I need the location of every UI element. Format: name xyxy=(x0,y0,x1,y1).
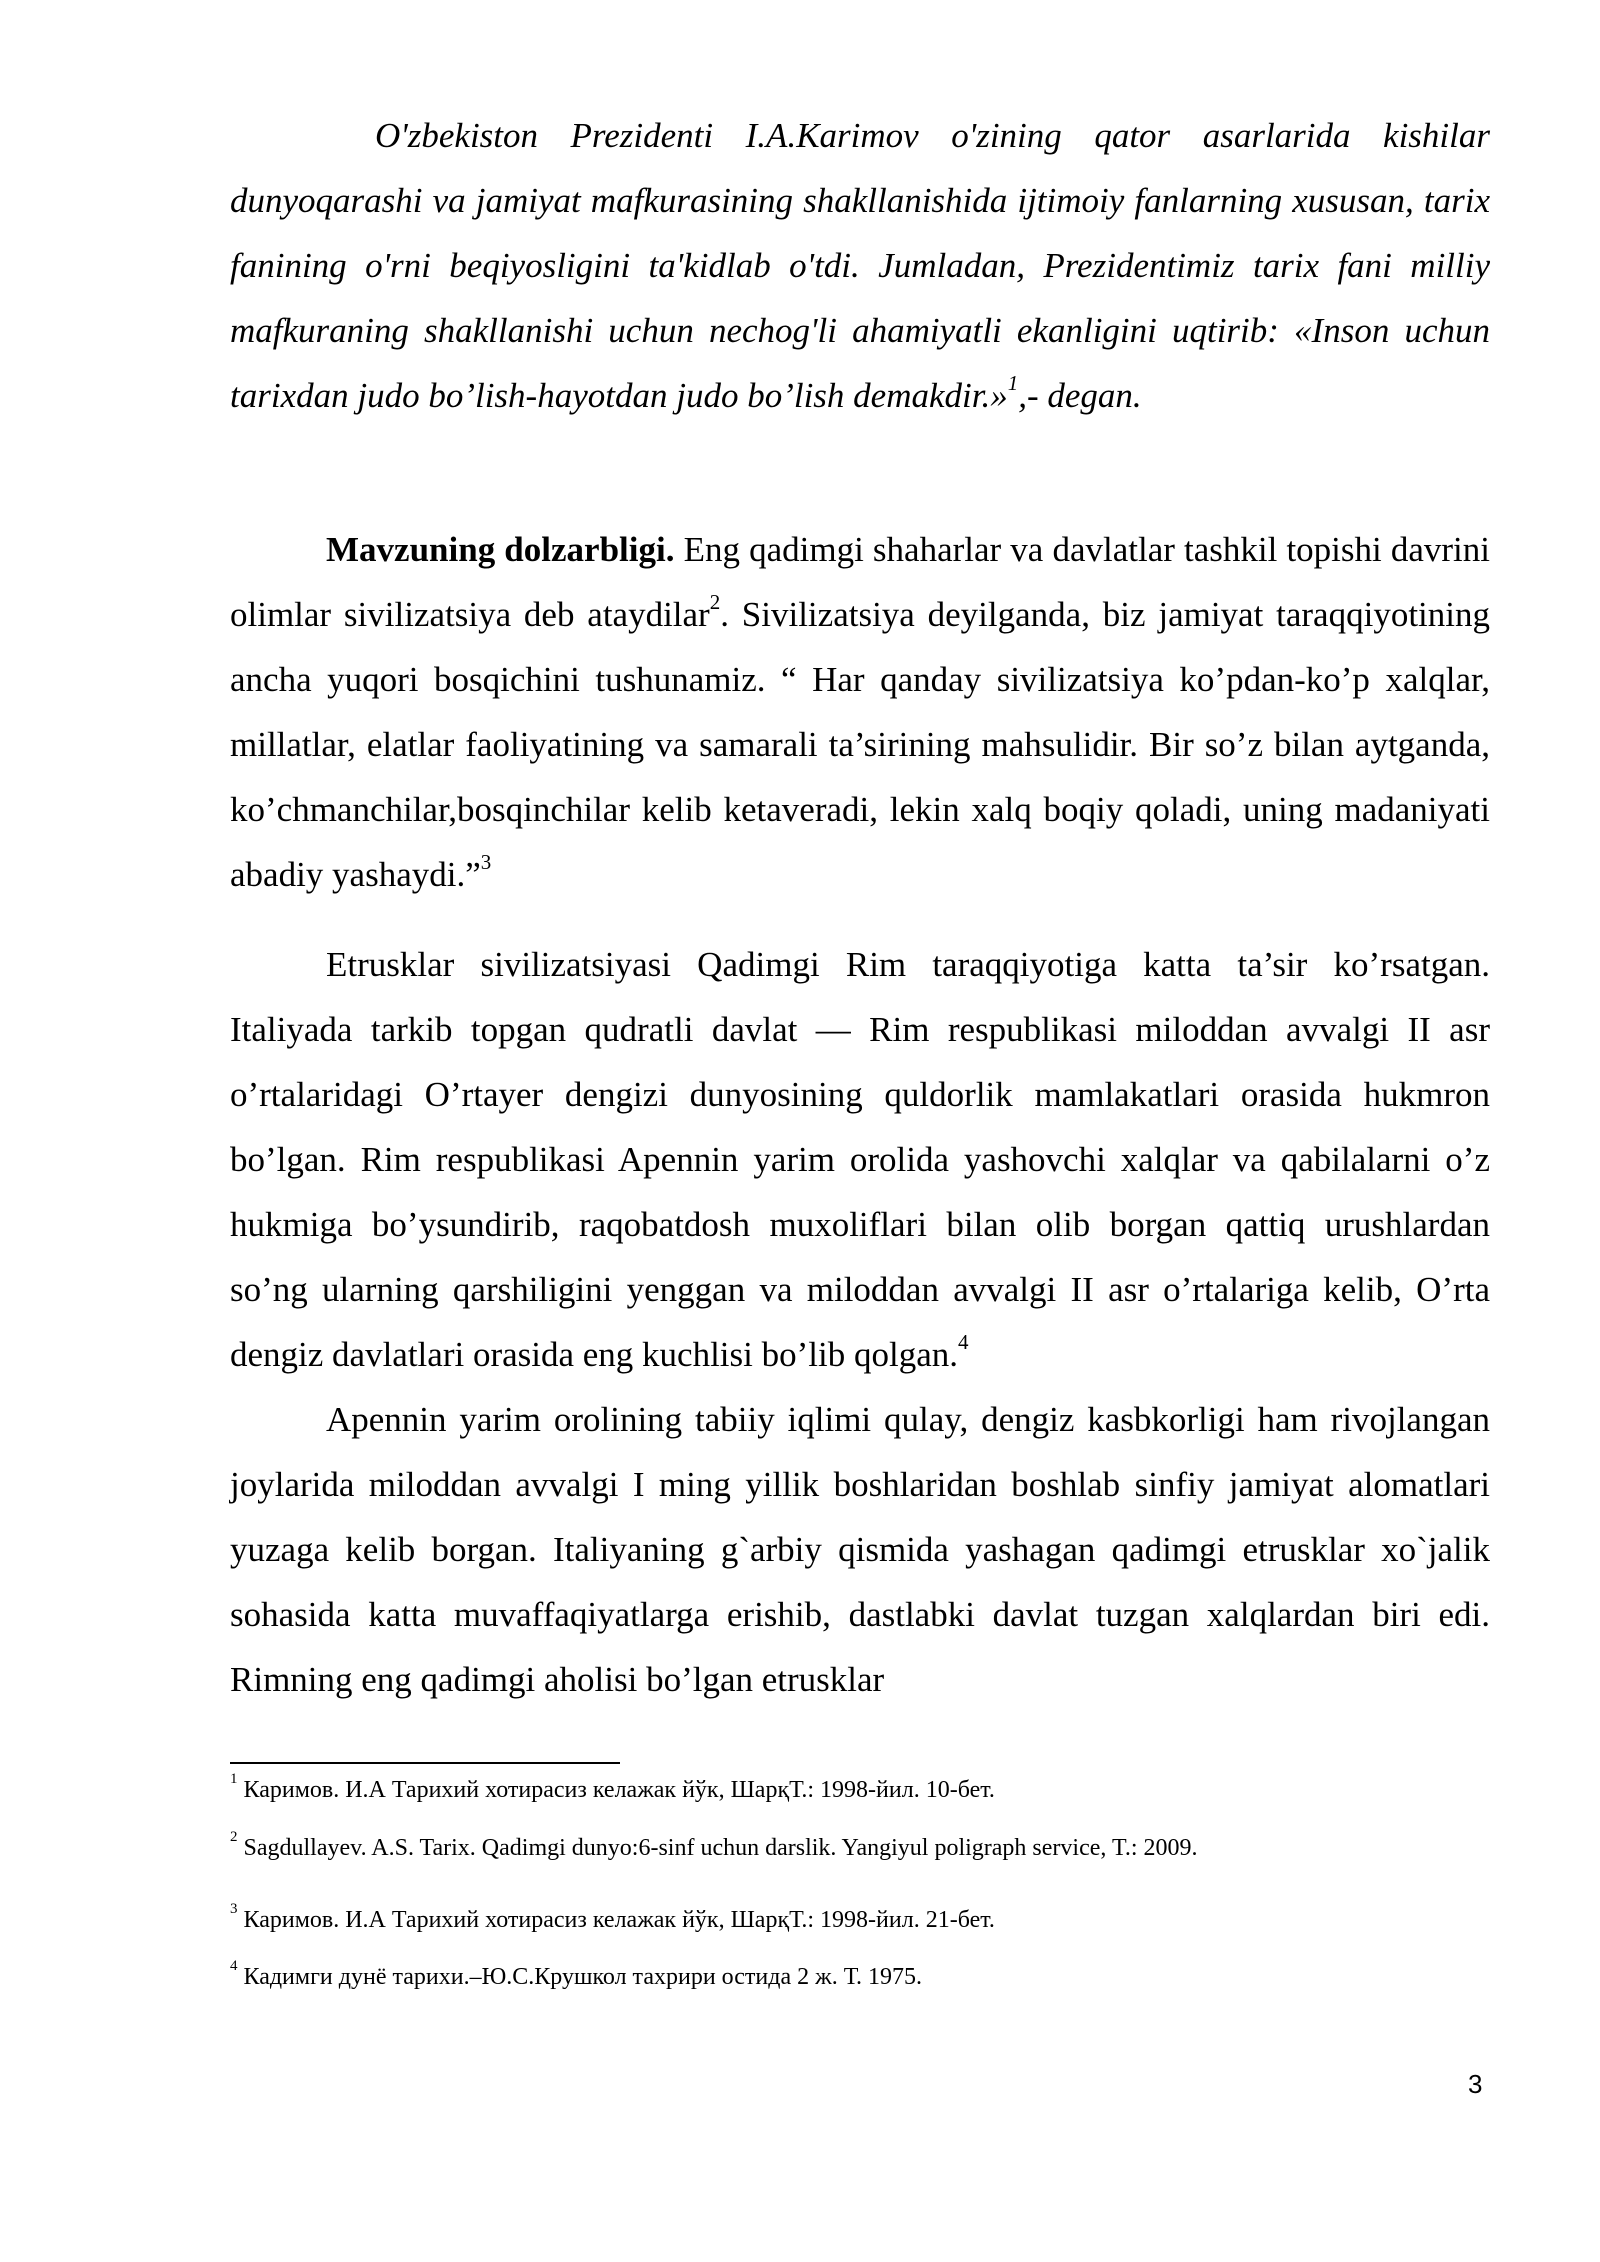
paragraph-3: Etrusklar sivilizatsiyasi Qadimgi Rim taraqqiyotiga katta ta’sir ko’rsatgan. Italiyada tarkib topgan qudratli davlat — Rim respublikasi miloddan avvalgi II asr o’rtalaridagi O’rtayer dengizi dunyosining quldorlik mamlakatlari orasida hukmron bo’lgan. Rim respublikasi Apennin yarim orolida yashovchi xalqlar va qabilalarni o’z hukmiga bo’ysundirib, raqobatdosh muxoliflari bilan olib borgan qattiq urushlardan so’ng ularning qarshiligini yenggan va miloddan avvalgi II asr o’rtalariga kelib, O’rta dengiz davlatlari orasida eng kuchlisi bo’lib qolgan.$^4$ xyxy=(230,945,1490,1374)
paragraph-2: Mavzuning dolzarbligi. Eng qadimgi shaharlar va davlatlar tashkil topishi davrini olimlar sivilizatsiya deb ataydilar$^2$. Sivilizatsiya deyilganda, biz jamiyat taraqqiyotining ancha yuqori bosqichini tushunamiz. “ Har qanday sivilizatsiya ko’pdan-ko’p xalqlar, millatlar, elatlar faoliyatining va samarali ta’sirining mahsulidir. Bir so’z bilan aytganda, ko’chmanchilar,bosqinchilar kelib ketaveradi, lekin xalq boqiy qoladi, uning madaniyati abadiy yashaydi.”$^3$ xyxy=(230,530,1491,894)
page-number: 3 xyxy=(1468,2069,1483,2099)
section-heading: Mavzuning dolzarbligi. xyxy=(326,530,675,569)
footnote-ref-4[interactable]: 4 xyxy=(958,1330,969,1355)
footnote-ref-3[interactable]: 3 xyxy=(480,850,492,875)
footnote-ref-2[interactable]: 2 xyxy=(709,590,721,615)
footnote-ref-1[interactable]: 1 xyxy=(1007,371,1019,396)
footnote-3: $^3$ Каримов. И.А Тарихий хотирасиз келажак йўк, ШарқТ.: 1998-йил. 21-бет. xyxy=(230,1901,995,1933)
paragraph-1: O'zbekiston Prezidenti I.A.Karimov o'zining qator asarlarida kishilar dunyoqarashi va jamiyat mafkurasining shakllanishida ijtimoiy fanlarning xususan, tarix fanining o'rni beqiyosligini ta'kidlab o'tdi. Jumladan, Prezidentimiz tarix fani milliy mafkuraning shakllanishi uchun nechog'li ahamiyatli ekanligini uqtirib: «Inson uchun tarixdan judo bo’lish-hayotdan judo bo’lish demakdir.»$^1$,- degan. xyxy=(230,116,1490,415)
body-text xyxy=(230,103,1490,428)
body-text-2 xyxy=(230,517,1490,907)
body-text-3 xyxy=(230,932,1490,1712)
footnote-separator xyxy=(230,1762,620,1764)
paragraph-4: Apennin yarim orolining tabiiy iqlimi qulay, dengiz kasbkorligi ham rivojlangan joylarida miloddan avvalgi I ming yillik boshlaridan boshlab sinfiy jamiyat alomatlari yuzaga kelib borgan. Italiyaning g`arbiy qismida yashagan qadimgi etrusklar xo`jalik sohasida katta muvaffaqiyatlarga erishib, dastlabki davlat tuzgan xalqlardan biri edi. Rimning eng qadimgi aholisi bo’lgan etrusklar xyxy=(230,1400,1490,1699)
footnote-1: $^1$ Каримов. И.А Тарихий хотирасиз келажак йўк, ШарқТ.: 1998-йил. 10-бет. xyxy=(230,1771,995,1803)
footnote-2: $^2$ Sagdullayev. A.S. Tarix. Qadimgi dunyo:6-sinf uchun darslik. Yangiyul poligraph service, T.: 2009. xyxy=(230,1829,1198,1861)
footnote-4: $^4$ Кадимги дунё тарихи.–Ю.С.Крушкол тахрири остида 2 ж. Т. 1975. xyxy=(230,1958,922,1990)
